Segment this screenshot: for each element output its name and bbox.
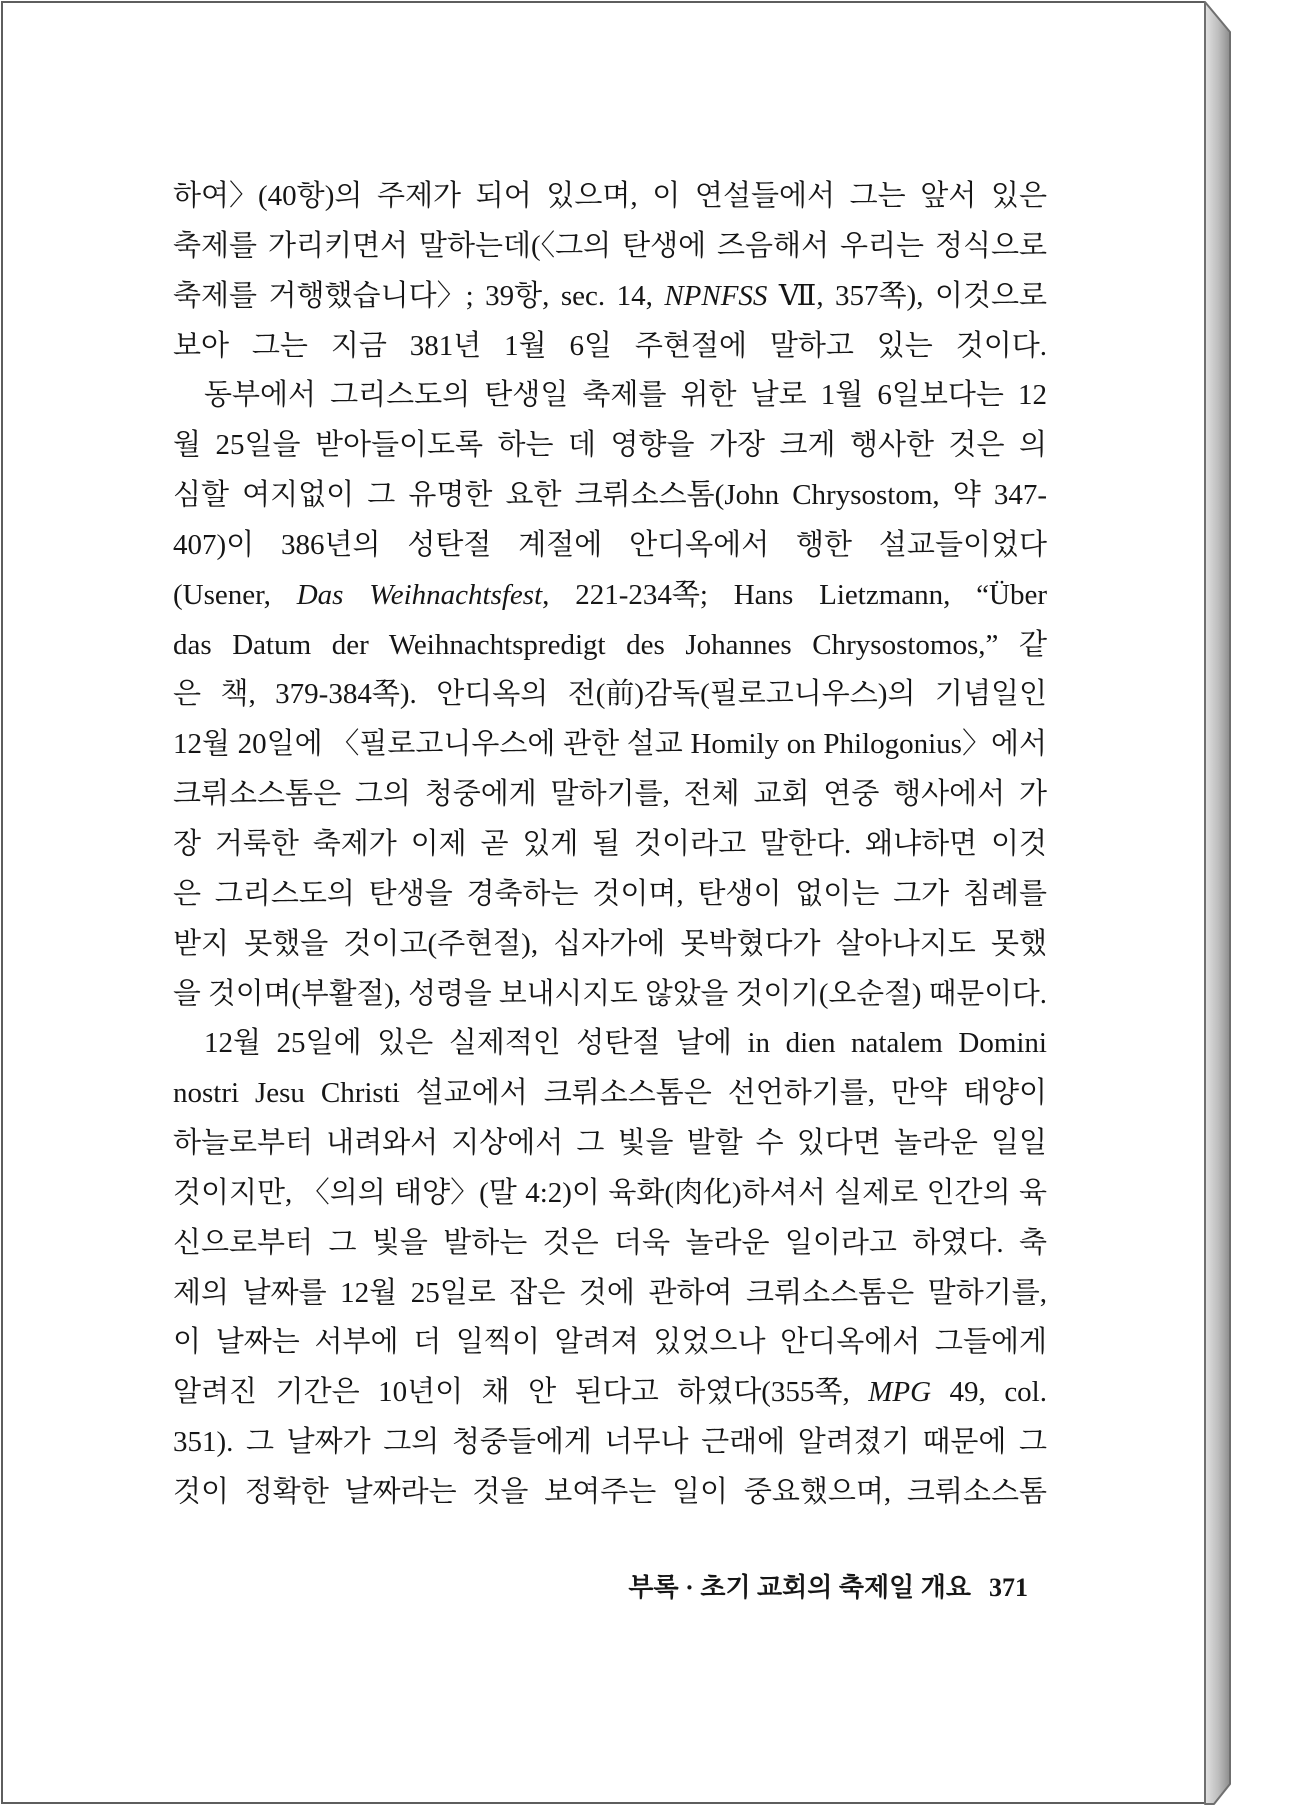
line-text bbox=[173, 1069, 1047, 1119]
page-edge-shape bbox=[1205, 2, 1230, 1804]
text-line bbox=[173, 1468, 1047, 1518]
text-segment: (Usener, bbox=[173, 578, 297, 611]
text-line bbox=[173, 621, 1047, 671]
italic-text-segment: MPG bbox=[868, 1376, 932, 1409]
text-line bbox=[173, 1269, 1047, 1319]
text-segment: nostri Jesu Christi 설교에서 크뤼소스톰은 선언하기를, 만약 태양이 bbox=[173, 1077, 1047, 1110]
text-segment: , 221-234쪽; Hans Lietzmann, “Über bbox=[542, 578, 1048, 611]
text-line bbox=[173, 471, 1047, 521]
text-segment: 장 거룩한 축제가 이제 곧 있게 될 것이라고 말한다. 왜냐하면 이것 bbox=[173, 827, 1047, 860]
paragraph bbox=[173, 1019, 1047, 1517]
line-text bbox=[173, 1418, 1047, 1468]
line-text bbox=[173, 1318, 1047, 1368]
italic-text-segment: Das Weihnachtsfest bbox=[296, 578, 543, 611]
running-title: 부록 · 초기 교회의 축제일 개요 bbox=[628, 1573, 971, 1602]
line-text bbox=[173, 920, 1047, 970]
text-line bbox=[173, 172, 1047, 222]
text-segment: 축제를 가리키면서 말하는데(〈그의 탄생에 즈음해서 우리는 정식으로 bbox=[173, 229, 1047, 262]
text-segment: 제의 날짜를 12월 25일로 잡은 것에 관하여 크뤼소스톰은 말하기를, bbox=[173, 1276, 1047, 1309]
text-segment: 하늘로부터 내려와서 지상에서 그 빛을 발할 수 있다면 놀라운 일일 bbox=[173, 1127, 1047, 1160]
text-segment: 월 25일을 받아들이도록 하는 데 영향을 가장 크게 행사한 것은 의 bbox=[173, 429, 1047, 462]
line-text bbox=[173, 172, 1047, 222]
line-text bbox=[204, 1019, 1047, 1069]
line-text bbox=[173, 322, 1047, 372]
paragraph bbox=[173, 371, 1047, 1019]
line-text bbox=[173, 272, 1047, 322]
text-segment: 49, col. bbox=[931, 1376, 1047, 1409]
text-segment: 은 그리스도의 탄생을 경축하는 것이며, 탄생이 없이는 그가 침례를 bbox=[173, 877, 1047, 910]
line-text bbox=[173, 820, 1047, 870]
line-text bbox=[204, 371, 1047, 421]
line-text bbox=[173, 1269, 1047, 1319]
text-line bbox=[173, 222, 1047, 272]
text-line bbox=[173, 770, 1047, 820]
line-text bbox=[173, 1119, 1047, 1169]
paragraph bbox=[173, 172, 1047, 371]
text-segment: Ⅶ, 357쪽), 이것으로 bbox=[767, 279, 1047, 312]
line-text bbox=[173, 471, 1047, 521]
text-line bbox=[173, 970, 1047, 1020]
text-line bbox=[173, 1019, 1047, 1069]
text-line bbox=[173, 322, 1047, 372]
text-segment: 신으로부터 그 빛을 발하는 것은 더욱 놀라운 일이라고 하였다. 축 bbox=[173, 1226, 1047, 1259]
text-line bbox=[173, 920, 1047, 970]
text-segment: 축제를 거행했습니다〉; 39항, sec. 14, bbox=[173, 279, 665, 312]
text-segment: 것이 정확한 날짜라는 것을 보여주는 일이 중요했으며, 크뤼소스톰 bbox=[173, 1475, 1047, 1508]
text-line bbox=[173, 521, 1047, 571]
text-segment: 12월 25일에 있은 실제적인 성탄절 날에 in dien natalem Domini bbox=[204, 1027, 1047, 1060]
italic-text-segment: NPNFSS bbox=[664, 279, 768, 312]
text-segment: 하여〉(40항)의 주제가 되어 있으며, 이 연설들에서 그는 앞서 있은 bbox=[173, 180, 1047, 212]
line-text bbox=[173, 571, 1047, 621]
text-line bbox=[173, 1219, 1047, 1269]
line-text bbox=[173, 670, 1047, 720]
text-line bbox=[173, 1119, 1047, 1169]
text-segment: 을 것이며(부활절), 성령을 보내시지도 않았을 것이기(오순절) 때문이다. bbox=[173, 977, 1047, 1010]
line-text bbox=[173, 421, 1047, 471]
text-line bbox=[173, 371, 1047, 421]
text-segment: 심할 여지없이 그 유명한 요한 크뤼소스톰(John Chrysostom, 약 347- bbox=[173, 479, 1047, 512]
running-footer bbox=[560, 1570, 1028, 1606]
text-segment: 이 날짜는 서부에 더 일찍이 알려져 있었으나 안디옥에서 그들에게 bbox=[173, 1326, 1047, 1359]
text-segment: 12월 20일에 〈필로고니우스에 관한 설교 Homily on Philogonius〉에서 bbox=[173, 728, 1047, 761]
line-text bbox=[173, 1219, 1047, 1269]
text-line bbox=[173, 272, 1047, 322]
text-line bbox=[173, 670, 1047, 720]
text-line bbox=[173, 571, 1047, 621]
text-line bbox=[173, 720, 1047, 770]
line-text bbox=[173, 770, 1047, 820]
line-text bbox=[173, 222, 1047, 272]
text-segment: 것이지만, 〈의의 태양〉(말 4:2)이 육화(肉化)하셔서 실제로 인간의 육 bbox=[173, 1176, 1047, 1209]
text-line bbox=[173, 1318, 1047, 1368]
text-segment: 동부에서 그리스도의 탄생일 축제를 위한 날로 1월 6일보다는 12 bbox=[204, 379, 1047, 412]
line-text bbox=[173, 1468, 1047, 1518]
text-segment: 크뤼소스톰은 그의 청중에게 말하기를, 전체 교회 연중 행사에서 가 bbox=[173, 778, 1047, 811]
text-segment: 보아 그는 지금 381년 1월 6일 주현절에 말하고 있는 것이다. bbox=[173, 329, 1047, 362]
line-text bbox=[173, 1368, 1047, 1418]
text-line bbox=[173, 870, 1047, 920]
line-text bbox=[173, 1169, 1047, 1219]
page-edge-shadow bbox=[1203, 0, 1235, 1806]
text-line bbox=[173, 1418, 1047, 1468]
text-segment: 407)이 386년의 성탄절 계절에 안디옥에서 행한 설교들이었다 bbox=[173, 528, 1047, 561]
text-segment: das Datum der Weihnachtspredigt des Johannes Chrysostomos,” 같 bbox=[173, 628, 1047, 661]
line-text bbox=[173, 521, 1047, 571]
text-segment: 351). 그 날짜가 그의 청중들에게 너무나 근래에 알려졌기 때문에 그 bbox=[173, 1426, 1047, 1459]
page-number: 371 bbox=[989, 1573, 1028, 1602]
book-page bbox=[1, 1, 1205, 1804]
line-text bbox=[173, 720, 1047, 770]
text-line bbox=[173, 820, 1047, 870]
text-line bbox=[173, 421, 1047, 471]
body-text bbox=[173, 172, 1047, 1518]
text-line bbox=[173, 1368, 1047, 1418]
text-segment: 알려진 기간은 10년이 채 안 된다고 하였다(355쪽, bbox=[173, 1376, 869, 1409]
text-line bbox=[173, 1069, 1047, 1119]
text-line bbox=[173, 1169, 1047, 1219]
line-text bbox=[173, 870, 1047, 920]
line-text bbox=[173, 621, 1047, 671]
line-text bbox=[173, 970, 1047, 1020]
text-segment: 받지 못했을 것이고(주현절), 십자가에 못박혔다가 살아나지도 못했 bbox=[173, 927, 1047, 960]
text-segment: 은 책, 379-384쪽). 안디옥의 전(前)감독(필로고니우스)의 기념일인 bbox=[173, 678, 1047, 711]
